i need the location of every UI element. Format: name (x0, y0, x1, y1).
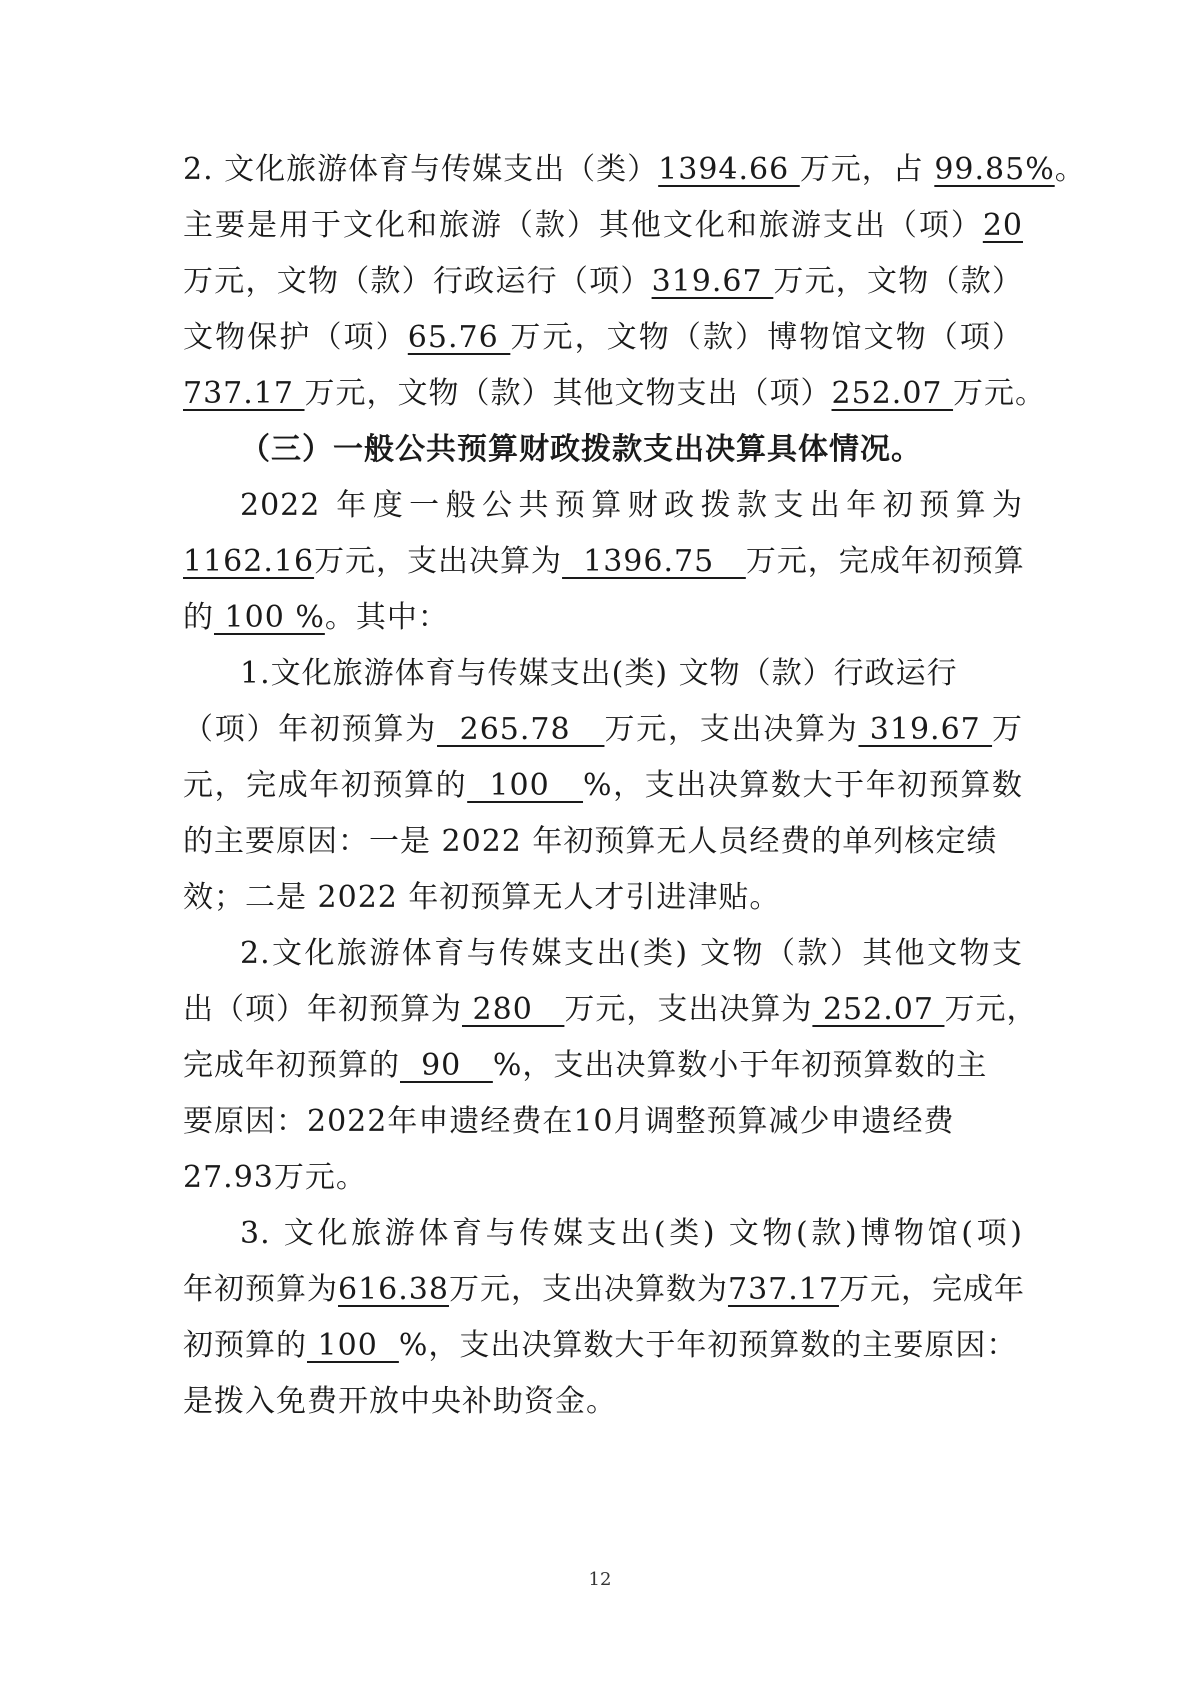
text-line: 年初预算为616.38万元，支出决算数为737.17万元，完成年 (183, 1272, 1025, 1307)
underlined-amount: 252.07 (812, 992, 945, 1027)
text-line: 是拨入免费开放中央补助资金。 (183, 1384, 617, 1419)
text-line: 文物保护（项）65.76 万元，文物（款）博物馆文物（项） (183, 320, 1024, 355)
text-line: 737.17 万元，文物（款）其他文物支出（项）252.07 万元。 (183, 376, 1047, 411)
underlined-percent: 90 (400, 1048, 493, 1083)
text-line: （项）年初预算为 265.78 万元，支出决算为 319.67 万 (183, 712, 1024, 747)
underlined-amount: 1162.16 (183, 544, 315, 579)
underlined-amount: 20 (982, 208, 1023, 243)
underlined-amount: 737.17 (183, 376, 305, 411)
underlined-percent: 100 % (214, 600, 325, 635)
text-line: 要原因：2022年申遗经费在10月调整预算减少申遗经费 (183, 1104, 955, 1139)
underlined-amount: 1396.75 (562, 544, 746, 579)
text-line: 初预算的 100 %，支出决算数大于年初预算数的主要原因： (183, 1328, 1018, 1363)
text-line: 的 100 %。其中： (183, 600, 449, 635)
text-line: 完成年初预算的 90 %，支出决算数小于年初预算数的主 (183, 1048, 988, 1083)
text-line: 出（项）年初预算为 280 万元，支出决算为 252.07 万元， (183, 992, 1038, 1027)
section-heading: （三）一般公共预算财政拨款支出决算具体情况。 (240, 432, 922, 467)
text-line: 2. 文化旅游体育与传媒支出（类）1394.66 万元，占 99.85%。 (183, 152, 1086, 187)
text-line: 效；二是 2022 年初预算无人才引进津贴。 (183, 880, 781, 915)
underlined-amount: 319.67 (858, 712, 993, 747)
text-line: 1.文化旅游体育与传媒支出(类) 文物（款）行政运行 (240, 656, 958, 691)
underlined-percent: 100 (467, 768, 584, 803)
underlined-amount: 252.07 (831, 376, 954, 411)
underlined-percent: 99.85% (934, 152, 1055, 187)
text-line: 2022 年度一般公共预算财政拨款支出年初预算为 (240, 488, 1023, 523)
underlined-amount: 616.38 (338, 1272, 449, 1307)
text-line: 1162.16万元，支出决算为 1396.75 万元，完成年初预算 (183, 544, 1025, 579)
underlined-amount: 1394.66 (658, 152, 800, 187)
text-line: 元，完成年初预算的 100 %，支出决算数大于年初预算数 (183, 768, 1023, 803)
underlined-amount: 319.67 (651, 264, 774, 299)
underlined-amount: 737.17 (727, 1272, 839, 1307)
text-line: 万元，文物（款）行政运行（项）319.67 万元，文物（款） (183, 264, 1023, 299)
text-line: 的主要原因：一是 2022 年初预算无人员经费的单列核定绩 (183, 824, 998, 859)
text-line: 主要是用于文化和旅游（款）其他文化和旅游支出（项）20 (183, 208, 1023, 243)
underlined-amount: 265.78 (437, 712, 605, 747)
text-line: 3. 文化旅游体育与传媒支出(类) 文物(款)博物馆(项) (240, 1216, 1023, 1251)
underlined-percent: 100 (307, 1328, 399, 1363)
underlined-amount: 280 (462, 992, 565, 1027)
text-line: 2.文化旅游体育与传媒支出(类) 文物（款）其他文物支 (240, 936, 1023, 971)
underlined-amount: 65.76 (407, 320, 511, 355)
text-line: 27.93万元。 (183, 1160, 367, 1195)
page-number: 12 (588, 1569, 612, 1590)
